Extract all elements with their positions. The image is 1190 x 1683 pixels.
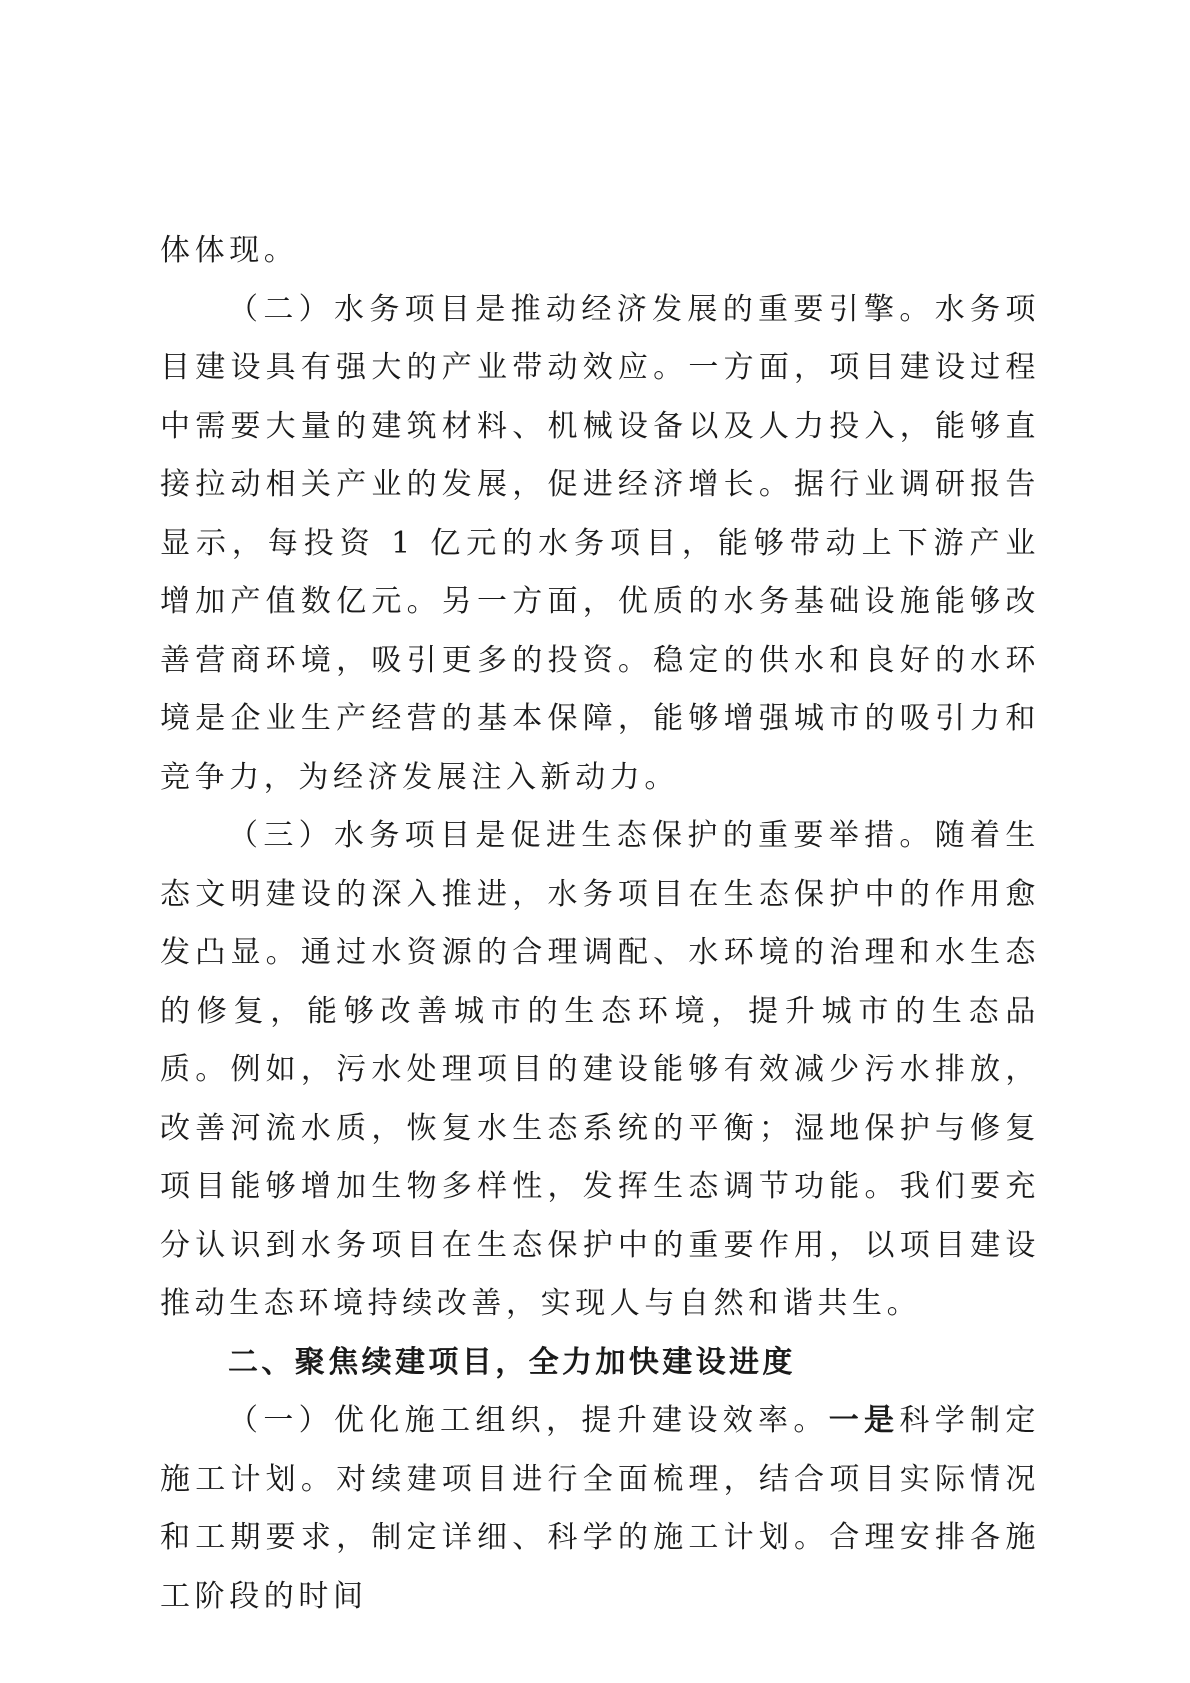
paragraph-lead-text: 一是 [828, 1403, 900, 1438]
paragraph-rest-text: 科学制定施工计划。对续建项目进行全面梳理，结合项目实际情况和工期要求，制定详细、科学的施工计划。合理安排各施工阶段的时间 [160, 1403, 1040, 1614]
paragraph-ecological-protection: （三）水务项目是促进生态保护的重要举措。随着生态文明建设的深入推进，水务项目在生态保护中的作用愈发凸显。通过水资源的合理调配、水环境的治理和水生态的修复，能够改善城市的生态环境，提升城市的生态品质。例如，污水处理项目的建设能够有效减少污水排放，改善河流水质，恢复水生态系统的平衡；湿地保护与修复项目能够增加生物多样性，发挥生态调节功能。我们要充分认识到水务项目在生态保护中的重要作用，以项目建设推动生态环境持续改善，实现人与自然和谐共生。 [160, 818, 1040, 1321]
document-body [160, 222, 1040, 1626]
paragraph-continuation: 体体现。 [160, 233, 299, 268]
paragraph-prefix: （一）优化施工组织，提升建设效率。 [228, 1403, 829, 1438]
section-heading: 二、聚焦续建项目，全力加快建设进度 [228, 1344, 796, 1380]
paragraph-construction-organization [160, 1392, 1040, 1626]
paragraph-economic-engine: （二）水务项目是推动经济发展的重要引擎。水务项目建设具有强大的产业带动效应。一方面，项目建设过程中需要大量的建筑材料、机械设备以及人力投入，能够直接拉动相关产业的发展，促进经济增长。据行业调研报告显示，每投资 1 亿元的水务项目，能够带动上下游产业增加产值数亿元。另一方面，优质的水务基础设施能够改善营商环境，吸引更多的投资。稳定的供水和良好的水环境是企业生产经营的基本保障，能够增强城市的吸引力和竞争力，为经济发展注入新动力。 [160, 291, 1040, 795]
